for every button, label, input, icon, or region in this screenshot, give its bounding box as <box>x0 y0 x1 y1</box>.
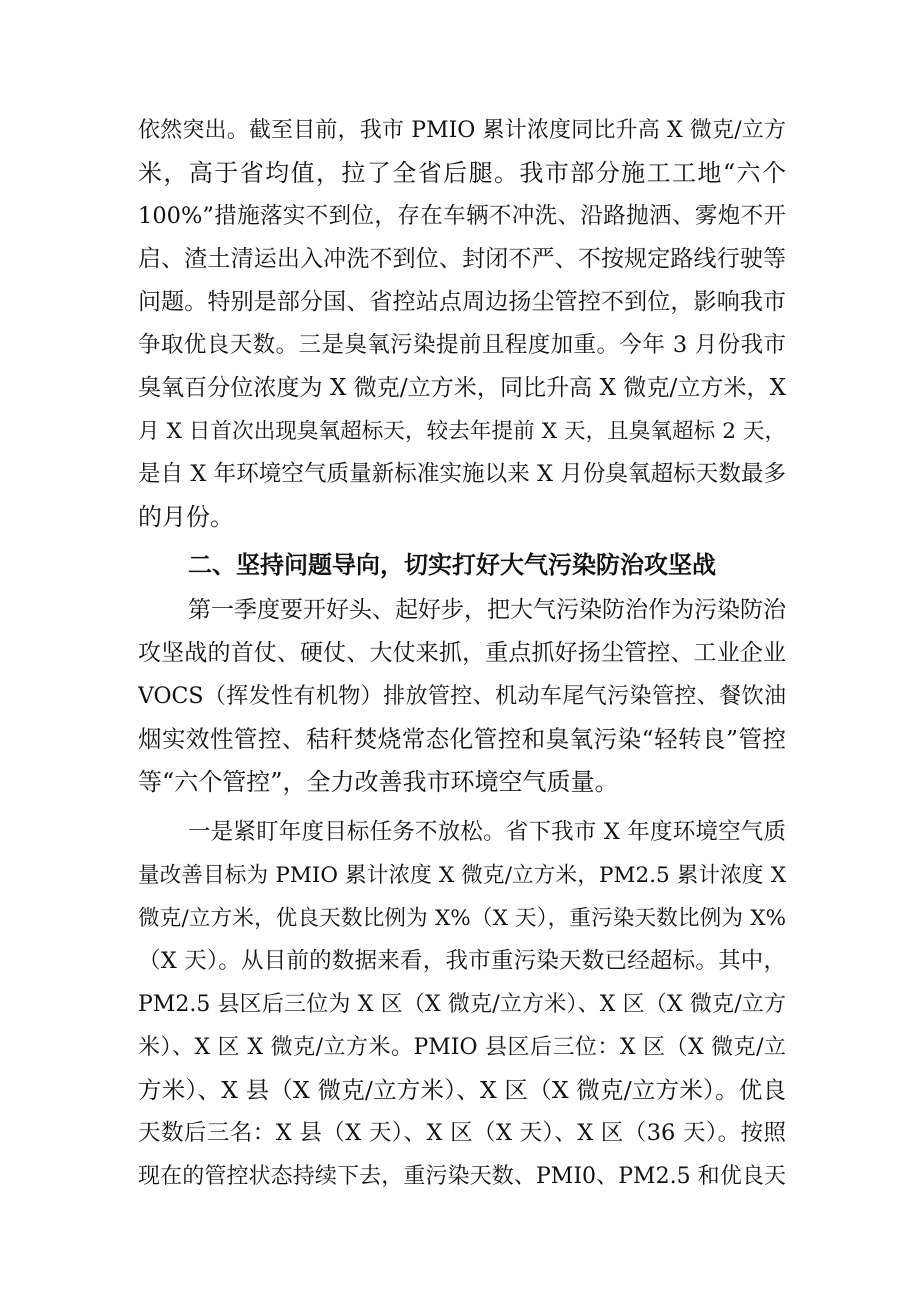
paragraph-3-line-3: 微克/立方米，优良天数比例为 X%（X 天），重污染天数比例为 X% <box>138 906 786 931</box>
paragraph-3-line-4: （X 天）。从目前的数据来看，我市重污染天数已经超标。其中， <box>138 948 786 974</box>
paragraph-1-line-7: 臭氧百分位浓度为 X 微克/立方米，同比升高 X 微克/立方米，X <box>138 375 786 401</box>
paragraph-1-line-5: 问题。特别是部分国、省控站点周边扬尘管控不到位，影响我市 <box>138 289 786 315</box>
paragraph-2-line-1: 第一季度要开好头、起好步，把大气污染防治作为污染防治 <box>188 597 786 623</box>
paragraph-3-line-1: 一是紧盯年度目标任务不放松。省下我市 X 年度环境空气质 <box>188 819 786 845</box>
paragraph-2-line-3: VOCS（挥发性有机物）排放管控、机动车尾气污染管控、餐饮油 <box>138 684 786 709</box>
paragraph-3-line-9: 现在的管控状态持续下去，重污染天数、PMI0、PM2.5 和优良天 <box>138 1164 786 1189</box>
paragraph-3-line-2: 量改善目标为 PMIO 累计浓度 X 微克/立方米，PM2.5 累计浓度 X <box>138 863 786 888</box>
paragraph-1-line-8: 月 X 日首次出现臭氧超标天，较去年提前 X 天，且臭氧超标 2 天， <box>138 419 786 444</box>
paragraph-3-line-6: 米）、X 区 X 微克/立方米。PMIO 县区后三位：X 区（X 微克/立 <box>138 1035 786 1060</box>
paragraph-2-line-2: 攻坚战的首仗、硬仗、大仗来抓，重点抓好扬尘管控、工业企业 <box>138 640 786 666</box>
paragraph-2-line-4: 烟实效性管控、秸秆焚烧常态化管控和臭氧污染“轻转良”管控 <box>138 725 786 753</box>
paragraph-1-line-4: 启、渣土清运出入冲洗不到位、封闭不严、不按规定路线行驶等 <box>138 246 786 272</box>
paragraph-3-line-7: 方米）、X 县（X 微克/立方米）、X 区（X 微克/立方米）。优良 <box>138 1076 786 1104</box>
paragraph-3-line-5: PM2.5 县区后三位为 X 区（X 微克/立方米）、X 区（X 微克/立方 <box>138 992 786 1017</box>
paragraph-2-line-5: 等“六个管控”，全力改善我市环境空气质量。 <box>138 768 619 796</box>
section-heading: 二、坚持问题导向，切实打好大气污染防治攻坚战 <box>188 551 716 579</box>
paragraph-3-line-8: 天数后三名：X 县（X 天）、X 区（X 天）、X 区（36 天）。按照 <box>138 1120 786 1146</box>
paragraph-1-line-10: 的月份。 <box>138 503 234 531</box>
paragraph-1-line-6: 争取优良天数。三是臭氧污染提前且程度加重。今年 3 月份我市 <box>138 332 786 358</box>
paragraph-1-line-3: 100%”措施落实不到位，存在车辆不冲洗、沿路抛洒、雾炮不开 <box>138 203 786 229</box>
paragraph-1-line-9: 是自 X 年环境空气质量新标准实施以来 X 月份臭氧超标天数最多 <box>138 461 786 487</box>
paragraph-1-line-1: 依然突出。截至目前，我市 PMIO 累计浓度同比升高 X 微克/立方 <box>138 118 786 143</box>
paragraph-1-line-2: 米，高于省均值，拉了全省后腿。我市部分施工工地“六个 <box>138 159 786 187</box>
